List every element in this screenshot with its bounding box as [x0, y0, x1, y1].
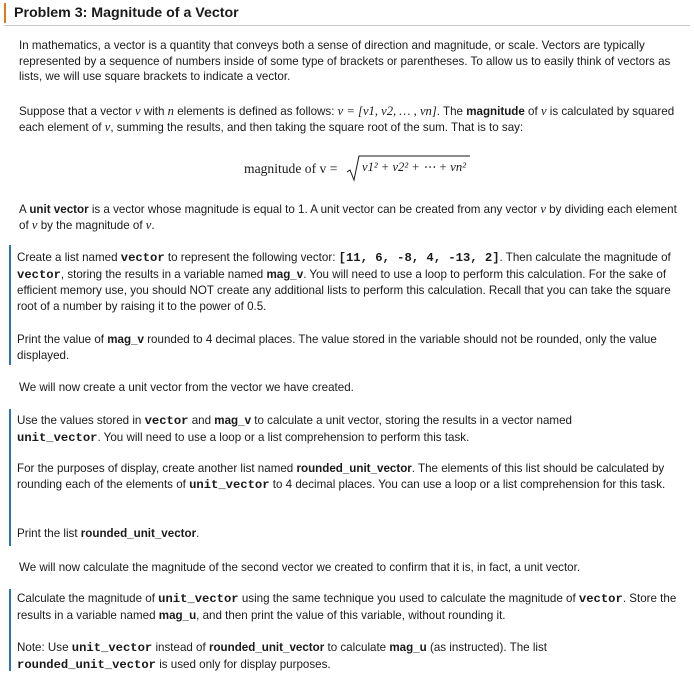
task-bar-1: [9, 245, 11, 365]
task-print-mag-v: Print the value of mag_v rounded to 4 decimal places. The value stored in the variable should not be rounded, only the value displayed.: [17, 333, 657, 362]
intro-paragraph: In mathematics, a vector is a quantity that conveys both a sense of direction and magnitude, or scale. Vectors are typically represented by a sequence of numbers inside of some type of brackets or parentheses. To allow us to easily think of vectors as lists, we will use square brackets to indicate a vector.: [19, 39, 671, 84]
confirm-unit-paragraph: We will now calculate the magnitude of the second vector we created to confirm that it is, in fact, a unit vector.: [19, 561, 581, 574]
task-bar-3: [9, 589, 11, 671]
title-rule: [4, 25, 690, 26]
task-mag-u: Calculate the magnitude of unit_vector using the same technique you used to calculate the magnitude of vector. Store the results in a variable named mag_u, and then print the value of this variable, without rounding it.: [17, 592, 677, 622]
task-note: Note: Use unit_vector instead of rounded_unit_vector to calculate mag_u (as instructed). The list rounded_unit_vector is used only for display purposes.: [17, 641, 548, 672]
task-bar-2: [9, 409, 11, 546]
unit-vector-paragraph: A unit vector is a vector whose magnitude is equal to 1. A unit vector can be created from any vector v by dividing each element of v by the magnitude of v.: [19, 202, 677, 232]
task-create-vector: Create a list named vector to represent the following vector: [11, 6, -8, 4, -13, 2]. Then calculate the magnitude of vector, storing the results in a variable named mag_v. You will need to use a loop to perform this calculation. For the sake of efficient memory use, you should NOT create any additional lists to perform this calculation. Recall that you can take the square root of a number by raising it to the power of 0.5.: [17, 251, 671, 313]
definition-paragraph: Suppose that a vector v with n elements is defined as follows: v = [v1, v2, … , vn]. The magnitude of v is calculated by squared each element of v, summing the results, and then taking the square root of the sum. That is to say:: [19, 104, 675, 134]
square-root-sign: [0, 154, 694, 184]
formula-label: magnitude of v =: [244, 161, 338, 176]
task-unit-vector: Use the values stored in vector and mag_v to calculate a unit vector, storing the results in a vector named unit_vector. You will need to use a loop or a list comprehension to perform this task.: [17, 414, 572, 445]
formula-expression: v1² + v2² + ⋯ + vn²: [362, 160, 466, 174]
problem-title: Problem 3: Magnitude of a Vector: [4, 3, 239, 23]
task-print-rounded: Print the list rounded_unit_vector.: [17, 527, 200, 540]
task-rounded-unit-vector: For the purposes of display, create another list named rounded_unit_vector. The elements of this list should be calculated by rounding each of the elements of unit_vector to 4 decimal places. You can use a loop or a list comprehension for this task.: [17, 462, 666, 492]
create-unit-vector-paragraph: We will now create a unit vector from the vector we have created.: [19, 381, 354, 394]
magnitude-formula: [0, 154, 694, 184]
vector-definition: v = [v1, v2, … , vn]: [337, 104, 437, 118]
